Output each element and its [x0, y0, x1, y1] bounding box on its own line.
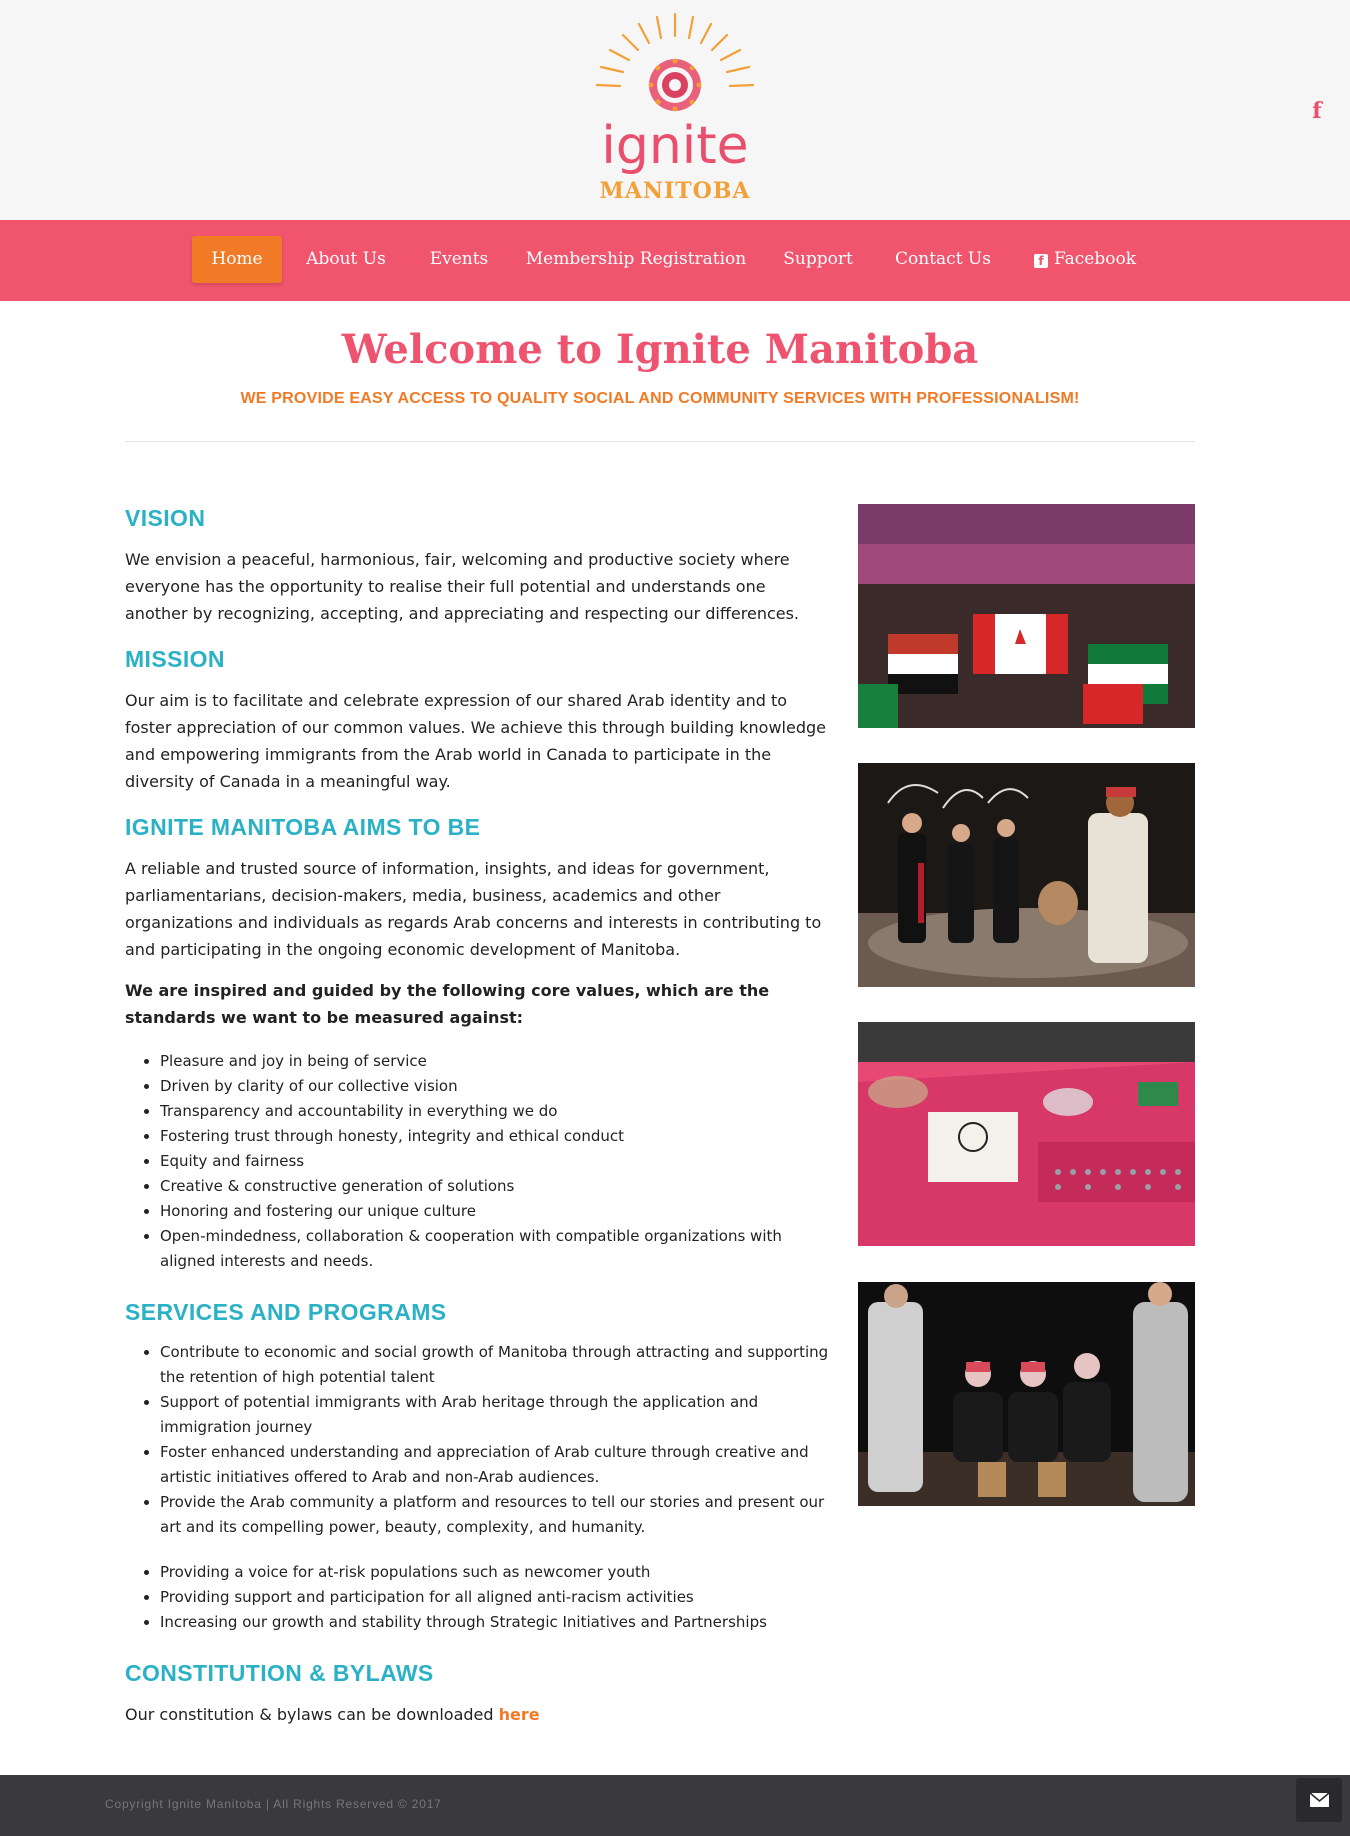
nav-contact-us[interactable]: Contact Us	[895, 249, 991, 269]
constitution-text	[125, 1701, 830, 1728]
photo-sword-dance	[858, 763, 1195, 987]
list-item: • Providing support and participation for all aligned anti-racism activities	[160, 1585, 830, 1610]
logo-word: ignite	[601, 116, 749, 176]
photo-flags-performance	[858, 504, 1195, 728]
constitution-heading: CONSTITUTION & BYLAWS	[125, 1660, 434, 1686]
nav-events[interactable]: Events	[429, 249, 489, 269]
mission-text: Our aim is to facilitate and celebrate expression of our shared Arab identity and to foster appreciation of our common values. We achieve this through building knowledge and empowering immigrants from the Arab world in Canada to participate in the diversity of Canada in a meaningful way.	[125, 691, 826, 791]
aims-heading: IGNITE MANITOBA AIMS TO BE	[125, 814, 481, 840]
dance-photo-image	[858, 763, 1195, 987]
aims-text: A reliable and trusted source of information, insights, and ideas for government, parliamentarians, decision-makers, media, business, academics and other organizations and individuals as regards Arab concerns and interests in contributing to and participating in the ongoing economic development of Manitoba.	[125, 859, 822, 959]
contact-mail-button[interactable]	[1296, 1778, 1342, 1822]
list-item: • Provide the Arab community a platform and resources to tell our stories and present our art and its compelling power, beauty, complexity, and humanity.	[160, 1490, 830, 1540]
list-item: • Providing a voice for at-risk populations such as newcomer youth	[160, 1560, 830, 1585]
envelope-icon	[1296, 1778, 1342, 1822]
site-logo[interactable]	[575, 8, 775, 208]
table-photo-image	[858, 1022, 1195, 1246]
photo-table-display	[858, 1022, 1195, 1246]
core-values-intro: We are inspired and guided by the following core values, which are the standards we want to be measured against:	[125, 981, 770, 1027]
list-item: • Contribute to economic and social growth of Manitoba through attracting and supporting the retention of high potential talent	[160, 1340, 830, 1390]
divider	[125, 441, 1195, 442]
copyright-text: Copyright Ignite Manitoba | All Rights Reserved © 2017	[105, 1797, 442, 1811]
vision-heading: VISION	[125, 505, 206, 531]
photo-stage-performers	[858, 1282, 1195, 1506]
services-list-primary	[160, 1340, 830, 1540]
nav-facebook[interactable]	[1014, 236, 1156, 283]
list-item: • Honoring and fostering our unique culture	[160, 1199, 830, 1224]
sunburst-logo-icon	[575, 8, 775, 208]
nav-membership-registration[interactable]: Membership Registration	[525, 249, 747, 269]
list-item: • Support of potential immigrants with Arab heritage through the application and immigration journey	[160, 1390, 830, 1440]
services-heading: SERVICES AND PROGRAMS	[125, 1299, 447, 1325]
list-item: • Increasing our growth and stability through Strategic Initiatives and Partnerships	[160, 1610, 830, 1635]
list-item: • Driven by clarity of our collective vision	[160, 1074, 830, 1099]
vision-text: We envision a peaceful, harmonious, fair, welcoming and productive society where everyone has the opportunity to realise their full potential and understands one another by recognizing, accepting, and appreciating and respecting our differences.	[125, 550, 800, 623]
header-facebook-icon[interactable]: f	[1312, 98, 1322, 124]
list-item: • Creative & constructive generation of solutions	[160, 1174, 830, 1199]
site-header	[0, 0, 1350, 220]
list-item: • Transparency and accountability in everything we do	[160, 1099, 830, 1124]
nav-home[interactable]: Home	[192, 236, 282, 283]
main-navigation	[0, 220, 1350, 301]
facebook-icon: f	[1034, 254, 1048, 268]
nav-facebook-label: Facebook	[1053, 249, 1136, 269]
list-item: • Fostering trust through honesty, integrity and ethical conduct	[160, 1124, 830, 1149]
list-item: • Foster enhanced understanding and appreciation of Arab culture through creative and artistic initiatives offered to Arab and non-Arab audiences.	[160, 1440, 830, 1490]
constitution-download-link[interactable]: here	[498, 1705, 540, 1724]
nav-about-us[interactable]: About Us	[306, 249, 386, 269]
list-item: • Open-mindedness, collaboration & cooperation with compatible organizations with aligned interests and needs.	[160, 1224, 830, 1274]
logo-subtitle: MANITOBA	[599, 178, 751, 204]
constitution-text-label: Our constitution & bylaws can be downloaded	[125, 1705, 499, 1724]
list-item: • Pleasure and joy in being of service	[160, 1049, 830, 1074]
mission-heading: MISSION	[125, 646, 225, 672]
flags-photo-image	[858, 504, 1195, 728]
stage-photo-image	[858, 1282, 1195, 1506]
list-item: • Equity and fairness	[160, 1149, 830, 1174]
core-values-list	[160, 1049, 830, 1274]
site-footer	[0, 1775, 1350, 1836]
nav-support[interactable]: Support	[783, 249, 853, 269]
tagline: WE PROVIDE EASY ACCESS TO QUALITY SOCIAL AND COMMUNITY SERVICES WITH PROFESSIONALISM!	[240, 390, 1080, 407]
main-content	[125, 500, 830, 1742]
page-title: Welcome to Ignite Manitoba	[341, 326, 979, 373]
services-list-secondary	[160, 1560, 830, 1635]
